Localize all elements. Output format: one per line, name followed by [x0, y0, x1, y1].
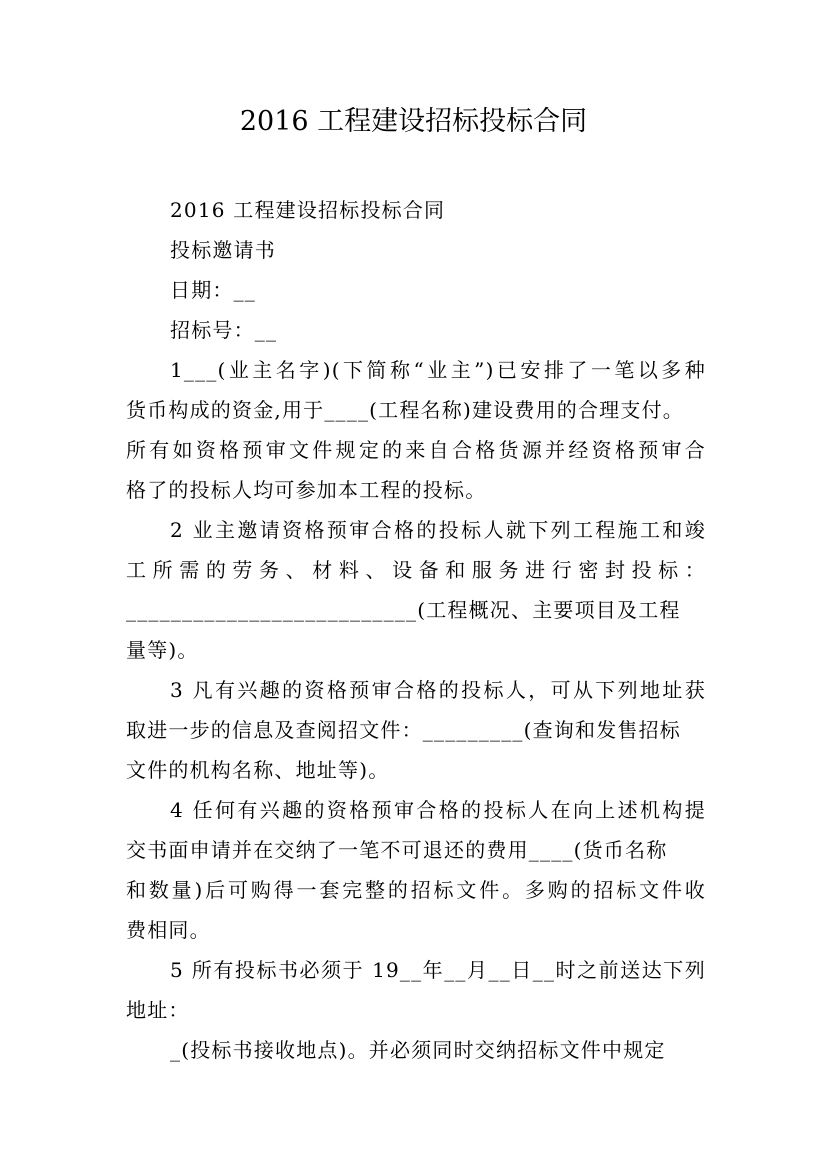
- body-line-paragraph-1-line-2: 货币构成的资金,用于____(工程名称)建设费用的合理支付。: [126, 398, 684, 422]
- body-line-paragraph-3-line-2: 取进一步的信息及查阅招文件：_________(查询和发售招标: [126, 718, 682, 742]
- body-line-paragraph-2-line-2: 工所需的劳务、材料、设备和服务进行密封投标：: [126, 558, 706, 582]
- body-line-subtitle: 2016 工程建设招标投标合同: [170, 198, 446, 222]
- body-line-paragraph-3-line-3: 文件的机构名称、地址等)。: [126, 758, 390, 782]
- body-line-paragraph-1-line-1: 1___(业主名字)(下简称“业主”)已安排了一笔以多种: [170, 358, 706, 382]
- body-line-paragraph-1-line-4: 格了的投标人均可参加本工程的投标。: [126, 478, 487, 502]
- body-line-paragraph-5-line-3: _(投标书接收地点)。并必须同时交纳招标文件中规定: [170, 1038, 666, 1062]
- body-line-paragraph-4-line-3: 和数量)后可购得一套完整的招标文件。多购的招标文件收: [126, 878, 706, 902]
- document-body: [126, 190, 706, 1070]
- body-line-paragraph-4-line-1: 4 任何有兴趣的资格预审合格的投标人在向上述机构提: [170, 798, 706, 822]
- body-line-paragraph-2-line-3: __________________________(工程概况、主要项目及工程: [126, 598, 681, 622]
- body-line-tender-number: 招标号：__: [170, 318, 278, 342]
- body-line-heading: 投标邀请书: [170, 238, 276, 262]
- body-line-paragraph-5-line-1: 5 所有投标书必须于 19__年__月__日__时之前送达下列: [170, 958, 706, 982]
- body-line-paragraph-4-line-4: 费相同。: [126, 918, 211, 942]
- body-line-date: 日期：__: [170, 278, 256, 302]
- body-line-paragraph-5-line-2: 地址：: [126, 998, 190, 1022]
- body-line-paragraph-4-line-2: 交书面申请并在交纳了一笔不可退还的费用____(货币名称: [126, 838, 668, 862]
- body-line-paragraph-1-line-3: 所有如资格预审文件规定的来自合格货源并经资格预审合: [126, 438, 706, 462]
- body-line-paragraph-2-line-1: 2 业主邀请资格预审合格的投标人就下列工程施工和竣: [170, 518, 706, 542]
- body-line-paragraph-3-line-1: 3 凡有兴趣的资格预审合格的投标人，可从下列地址获: [170, 678, 706, 702]
- document-title: 2016 工程建设招标投标合同: [239, 106, 588, 137]
- body-line-paragraph-2-line-4: 量等)。: [126, 638, 199, 662]
